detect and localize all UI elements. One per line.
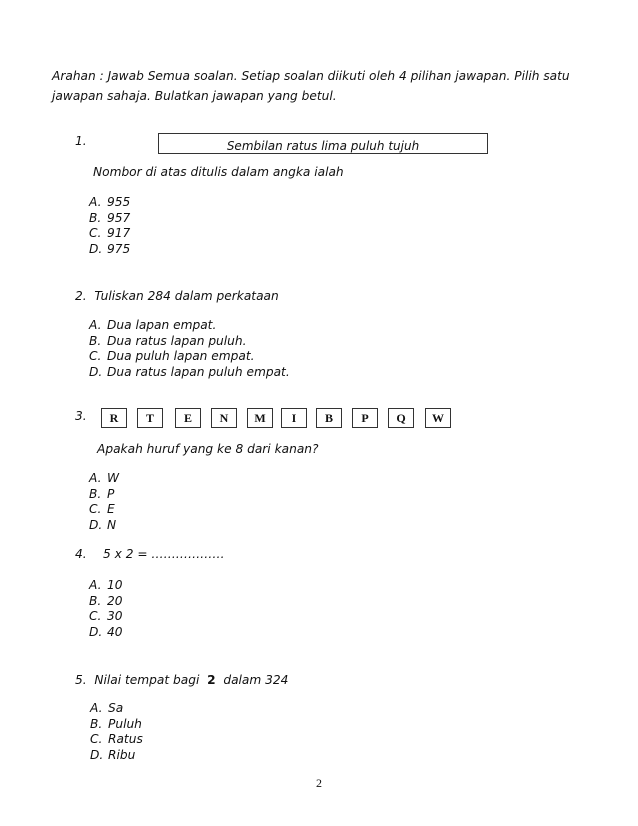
page-number: 2 — [316, 776, 322, 790]
q5-prompt-after: dalam 324 — [223, 673, 289, 687]
q5-prompt-digit: 2 — [207, 673, 216, 687]
q3-letter-box: M — [247, 408, 273, 428]
q1-number: 1. — [75, 134, 87, 148]
q3-option-b[interactable]: B. P — [89, 486, 115, 501]
q2-option-c[interactable]: C. Dua puluh lapan empat. — [89, 349, 255, 364]
q2-option-d[interactable]: D. Dua ratus lapan puluh empat. — [89, 364, 290, 379]
q2-options — [89, 318, 290, 380]
q3-number: 3. — [75, 409, 87, 423]
q3-letter-box: R — [101, 408, 127, 428]
q1-option-b[interactable]: B. 957 — [89, 210, 131, 225]
q3-letter-box: Q — [388, 408, 414, 428]
q3-option-d[interactable]: D. N — [89, 517, 117, 532]
q3-options — [89, 471, 119, 533]
q4-option-c[interactable]: C. 30 — [89, 609, 123, 624]
q4-option-a[interactable]: A. 10 — [89, 578, 123, 592]
q3-option-c[interactable]: C. E — [89, 502, 115, 517]
q4-options — [89, 578, 123, 640]
q1-option-d[interactable]: D. 975 — [89, 241, 131, 256]
q3-letter-box: I — [281, 408, 307, 428]
q3-letter-box: E — [175, 408, 201, 428]
q5-number: 5. — [75, 673, 87, 687]
q3-letter-box: B — [316, 408, 342, 428]
q5-prompt-before: Nilai tempat bagi — [94, 673, 200, 687]
q3-letter-box: T — [137, 408, 163, 428]
q3-prompt: Apakah huruf yang ke 8 dari kanan? — [97, 442, 319, 456]
q2-option-a[interactable]: A. Dua lapan empat. — [89, 318, 217, 332]
q3-letter-box: P — [352, 408, 378, 428]
instructions: Arahan : Jawab Semua soalan. Setiap soalan diikuti oleh 4 pilihan jawapan. Pilih satu jawapan sahaja. Bulatkan jawapan yang betul. — [52, 69, 570, 103]
q3-letter-box: N — [211, 408, 237, 428]
q3-letter-box: W — [425, 408, 451, 428]
q2-option-b[interactable]: B. Dua ratus lapan puluh. — [89, 333, 247, 348]
q1-options — [89, 195, 130, 257]
q2-prompt-line — [75, 289, 279, 303]
q4-prompt: 5 x 2 = ……………… — [103, 547, 225, 561]
q1-option-a[interactable]: A. 955 — [89, 195, 131, 209]
q5-options — [90, 701, 143, 763]
q5-option-b[interactable]: B. Puluh — [90, 716, 142, 731]
q1-prompt: Nombor di atas ditulis dalam angka ialah — [93, 165, 344, 179]
q2-number: 2. — [75, 289, 87, 303]
q2-prompt: Tuliskan 284 dalam perkataan — [94, 289, 279, 303]
q5-prompt-line — [75, 673, 288, 687]
q5-option-c[interactable]: C. Ratus — [90, 732, 143, 747]
q5-option-d[interactable]: D. Ribu — [90, 747, 136, 762]
q5-option-a[interactable]: A. Sa — [90, 701, 124, 715]
q4-option-d[interactable]: D. 40 — [89, 624, 123, 639]
q1-option-c[interactable]: C. 917 — [89, 226, 131, 241]
q4-option-b[interactable]: B. 20 — [89, 593, 123, 608]
q3-option-a[interactable]: A. W — [89, 471, 120, 485]
q1-number-words-box: Sembilan ratus lima puluh tujuh — [158, 133, 488, 154]
q4-number: 4. — [75, 547, 87, 561]
